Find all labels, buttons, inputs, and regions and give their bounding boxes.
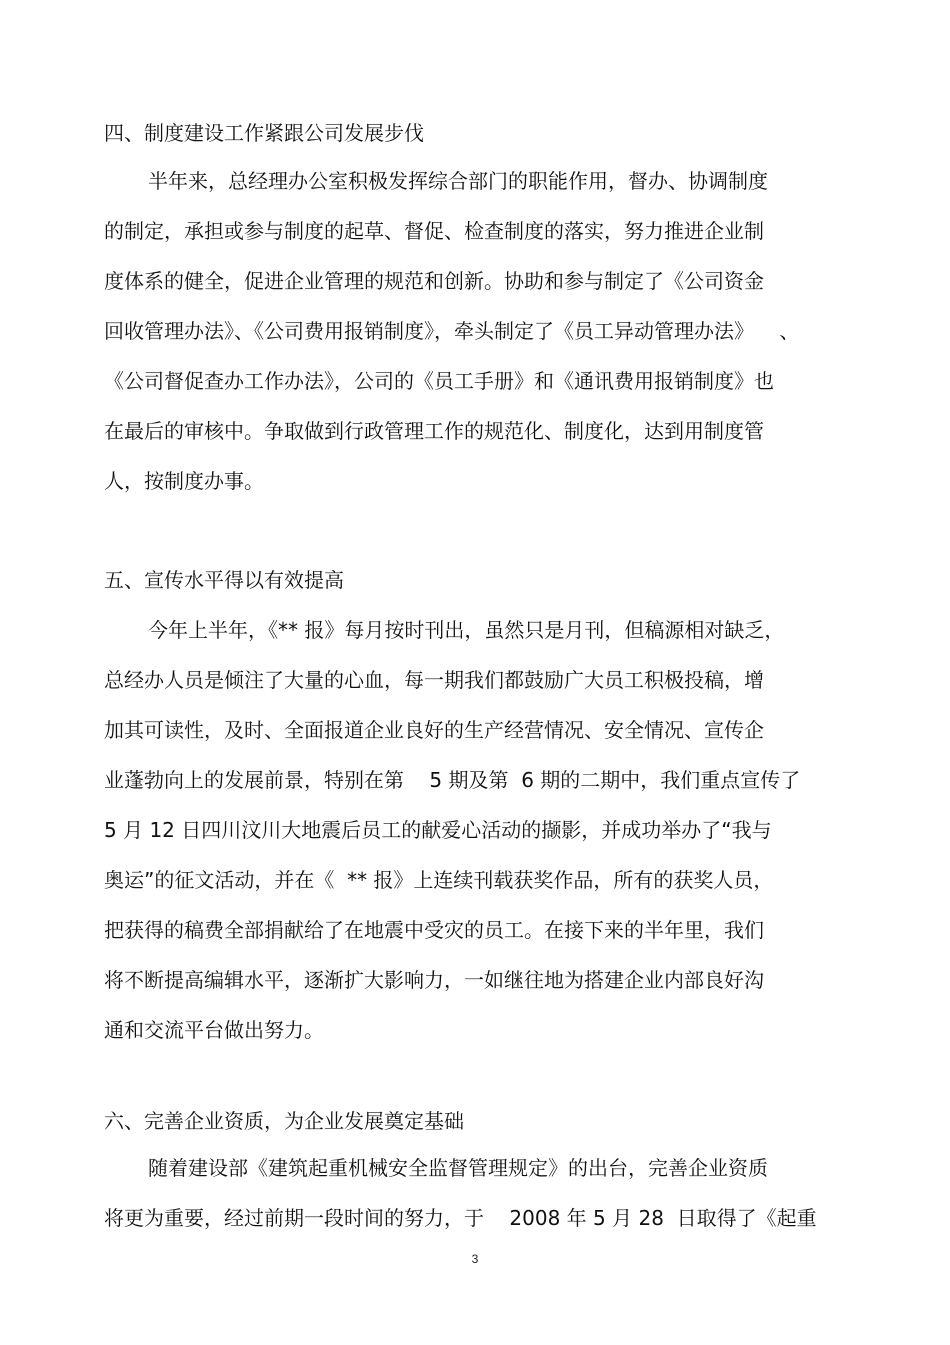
paragraph-line: 业蓬勃向上的发展前景，特别在第 5 期及第 6 期的二期中，我们重点宣传了: [104, 768, 801, 792]
paragraph-line: 回收管理办法》、《公司费用报销制度》，牵头制定了《员工异动管理办法》 、: [104, 319, 800, 343]
paragraph-line: 度体系的健全，促进企业管理的规范和创新。协助和参与制定了《公司资金: [104, 269, 764, 293]
paragraph-line: 加其可读性，及时、全面报道企业良好的生产经营情况、安全情况、宣传企: [104, 718, 764, 742]
section-heading: 四、制度建设工作紧跟公司发展步伐: [104, 121, 424, 145]
paragraph-line: 总经办人员是倾注了大量的心血，每一期我们都鼓励广大员工积极投稿，增: [104, 668, 764, 692]
paragraph-line: 5 月 12 日四川汶川大地震后员工的献爱心活动的撷影，并成功举办了“我与: [104, 818, 772, 842]
paragraph-line: 通和交流平台做出努力。: [104, 1018, 324, 1042]
paragraph-line: 把获得的稿费全部捐献给了在地震中受灾的员工。在接下来的半年里，我们: [104, 918, 764, 942]
section-heading: 六、完善企业资质，为企业发展奠定基础: [104, 1109, 464, 1133]
paragraph-line: 将更为重要，经过前期一段时间的努力，于 2008 年 5 月 28 日取得了《起重: [104, 1206, 817, 1230]
paragraph-line: 奥运”的征文活动，并在《 ** 报》上连续刊载获奖作品，所有的获奖人员，: [104, 868, 774, 892]
paragraph-line: 在最后的审核中。争取做到行政管理工作的规范化、制度化，达到用制度管: [104, 419, 764, 443]
page-number: 3: [471, 1252, 479, 1266]
section-heading: 五、宣传水平得以有效提高: [104, 568, 344, 592]
paragraph-line: 将不断提高编辑水平，逐渐扩大影响力，一如继往地为搭建企业内部良好沟: [104, 968, 764, 992]
paragraph-line: 今年上半年，《** 报》每月按时刊出，虽然只是月刊，但稿源相对缺乏，: [148, 618, 785, 642]
paragraph-line: 的制定，承担或参与制度的起草、督促、检查制度的落实，努力推进企业制: [104, 219, 764, 243]
paragraph-line: 半年来，总经理办公室积极发挥综合部门的职能作用，督办、协调制度: [148, 169, 768, 193]
paragraph-line: 人，按制度办事。: [104, 469, 264, 493]
paragraph-line: 随着建设部《建筑起重机械安全监督管理规定》的出台，完善企业资质: [148, 1156, 768, 1180]
paragraph-line: 《公司督促查办工作办法》，公司的《员工手册》和《通讯费用报销制度》也: [104, 369, 774, 393]
